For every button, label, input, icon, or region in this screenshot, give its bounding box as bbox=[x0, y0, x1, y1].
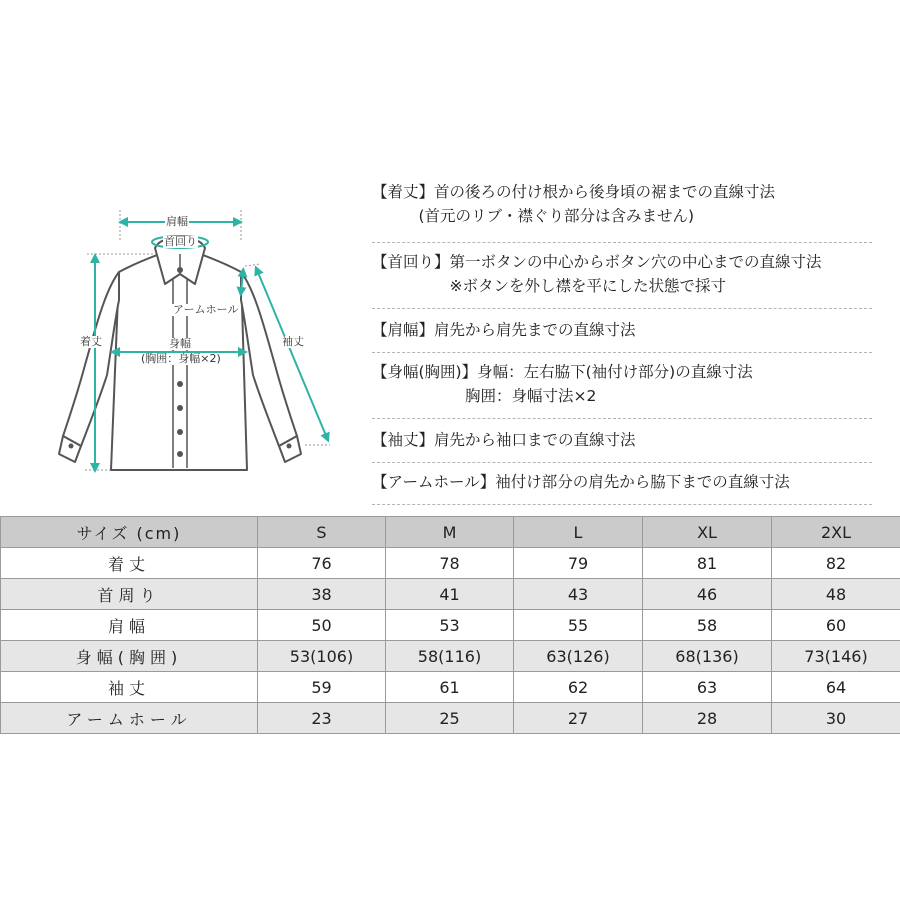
desc-neck bbox=[372, 250, 822, 298]
divider bbox=[372, 462, 872, 463]
neck-label: 首回り bbox=[164, 235, 197, 248]
row-label: アームホール bbox=[1, 703, 258, 734]
table-cell: 58 bbox=[643, 610, 772, 641]
row-label: 身幅(胸囲) bbox=[1, 641, 258, 672]
size-header-xl: XL bbox=[643, 517, 772, 548]
table-cell: 50 bbox=[258, 610, 386, 641]
table-header-row bbox=[1, 517, 900, 548]
table-cell: 27 bbox=[514, 703, 643, 734]
desc-shoulder bbox=[372, 318, 636, 342]
divider bbox=[372, 418, 872, 419]
desc-body-width bbox=[372, 360, 753, 408]
row-label: 袖丈 bbox=[1, 672, 258, 703]
table-cell: 78 bbox=[386, 548, 514, 579]
desc-armhole-text: 【アームホール】袖付け部分の肩先から脇下までの直線寸法 bbox=[372, 473, 790, 491]
table-cell: 55 bbox=[514, 610, 643, 641]
size-header-l: L bbox=[514, 517, 643, 548]
armhole-label: アームホール bbox=[173, 303, 239, 316]
shoulder-width-label: 肩幅 bbox=[166, 215, 188, 228]
table-cell: 59 bbox=[258, 672, 386, 703]
divider bbox=[372, 504, 872, 505]
desc-neck-note: ※ボタンを外し襟を平にした状態で採寸 bbox=[372, 277, 726, 295]
desc-shoulder-text: 【肩幅】肩先から肩先までの直線寸法 bbox=[372, 321, 636, 339]
table-cell: 23 bbox=[258, 703, 386, 734]
table-cell: 81 bbox=[643, 548, 772, 579]
table-row bbox=[1, 672, 900, 703]
shirt-diagram bbox=[55, 200, 365, 490]
desc-neck-text: 【首回り】第一ボタンの中心からボタン穴の中心までの直線寸法 bbox=[372, 253, 822, 271]
table-cell: 58(116) bbox=[386, 641, 514, 672]
table-cell: 63(126) bbox=[514, 641, 643, 672]
table-row bbox=[1, 579, 900, 610]
table-cell: 79 bbox=[514, 548, 643, 579]
desc-length-text: 【着丈】首の後ろの付け根から後身頃の裾までの直線寸法 bbox=[372, 183, 776, 201]
table-cell: 68(136) bbox=[643, 641, 772, 672]
size-header-label: サイズ (cm) bbox=[1, 517, 258, 548]
table-cell: 62 bbox=[514, 672, 643, 703]
divider bbox=[372, 242, 872, 243]
desc-sleeve-text: 【袖丈】肩先から袖口までの直線寸法 bbox=[372, 431, 636, 449]
length-label: 着丈 bbox=[80, 335, 102, 348]
body-width-label: 身幅 bbox=[169, 337, 191, 350]
row-label: 着丈 bbox=[1, 548, 258, 579]
table-row bbox=[1, 641, 900, 672]
table-cell: 48 bbox=[772, 579, 900, 610]
desc-sleeve bbox=[372, 428, 636, 452]
table-cell: 41 bbox=[386, 579, 514, 610]
sleeve-length-label: 袖丈 bbox=[282, 335, 304, 348]
table-cell: 53(106) bbox=[258, 641, 386, 672]
desc-body-width-text: 【身幅(胸囲)】身幅：左右脇下(袖付け部分)の直線寸法 bbox=[372, 363, 753, 381]
desc-chest-note: 胸囲：身幅寸法×2 bbox=[372, 387, 597, 405]
table-row bbox=[1, 610, 900, 641]
table-cell: 76 bbox=[258, 548, 386, 579]
table-row bbox=[1, 703, 900, 734]
table-cell: 43 bbox=[514, 579, 643, 610]
desc-length bbox=[372, 180, 775, 228]
table-cell: 73(146) bbox=[772, 641, 900, 672]
table-cell: 53 bbox=[386, 610, 514, 641]
table-cell: 38 bbox=[258, 579, 386, 610]
divider bbox=[372, 352, 872, 353]
table-cell: 25 bbox=[386, 703, 514, 734]
table-cell: 63 bbox=[643, 672, 772, 703]
divider bbox=[372, 308, 872, 309]
table-cell: 82 bbox=[772, 548, 900, 579]
table-cell: 64 bbox=[772, 672, 900, 703]
size-header-m: M bbox=[386, 517, 514, 548]
chest-label: (胸囲：身幅×2) bbox=[141, 352, 221, 365]
table-cell: 46 bbox=[643, 579, 772, 610]
table-cell: 60 bbox=[772, 610, 900, 641]
row-label: 肩幅 bbox=[1, 610, 258, 641]
table-cell: 28 bbox=[643, 703, 772, 734]
table-row bbox=[1, 548, 900, 579]
table-cell: 61 bbox=[386, 672, 514, 703]
row-label: 首周り bbox=[1, 579, 258, 610]
table-cell: 30 bbox=[772, 703, 900, 734]
desc-armhole bbox=[372, 470, 790, 494]
size-header-2xl: 2XL bbox=[772, 517, 900, 548]
size-table bbox=[0, 516, 900, 734]
desc-length-note: (首元のリブ・襟ぐり部分は含みません) bbox=[372, 207, 695, 225]
size-header-s: S bbox=[258, 517, 386, 548]
